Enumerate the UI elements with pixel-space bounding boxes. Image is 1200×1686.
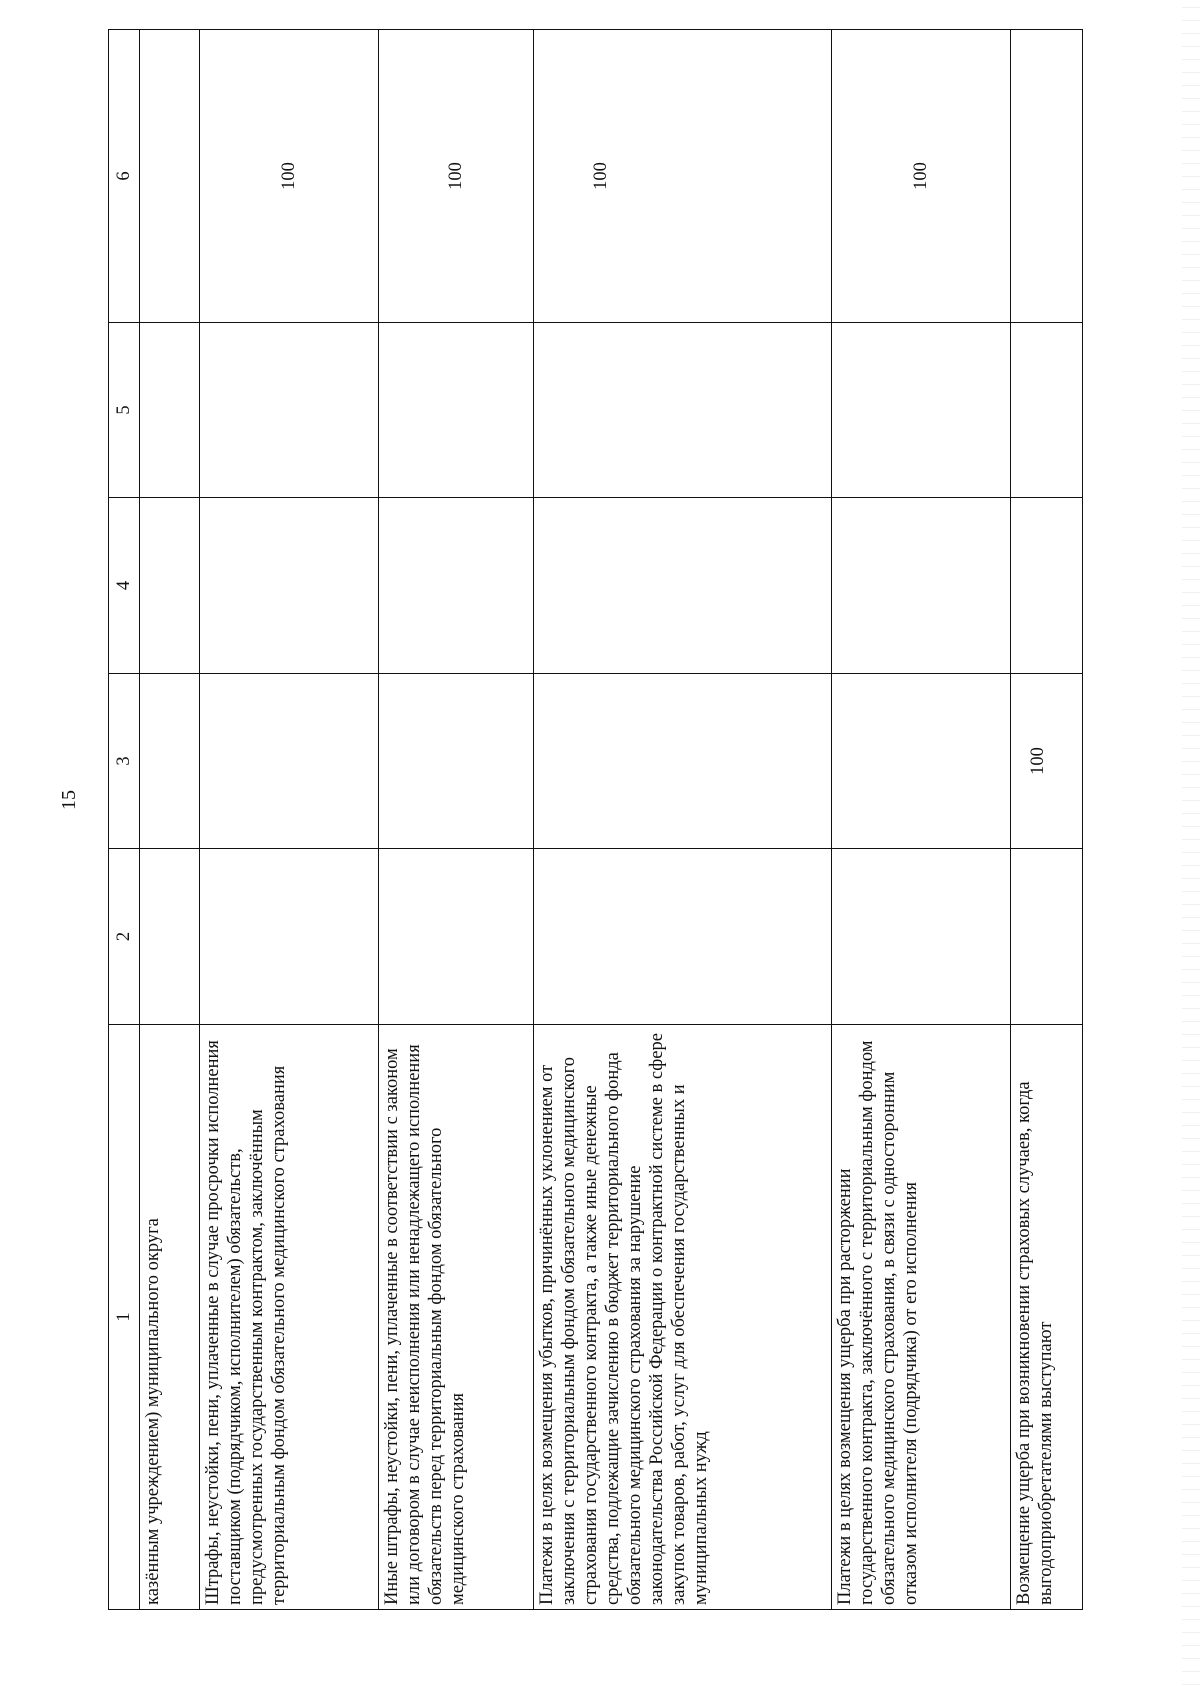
row-4-col3 bbox=[533, 674, 832, 849]
row-6-col5 bbox=[1010, 323, 1082, 498]
row-6-description: Возмещение ущерба при возникновении страховых случаев, когда выгодоприобретателями выступают bbox=[1010, 1025, 1082, 1610]
row-5-description: Платежи в целях возмещения ущерба при расторжении государственного контракта, заключённого с территориальным фондом обязательного медицинского страхования, в связи с односторонним отказом исполнителя (подрядчика) от его исполнения bbox=[832, 1025, 1010, 1610]
row-4-col5 bbox=[533, 323, 832, 498]
row-2-col2 bbox=[200, 849, 378, 1025]
table-row bbox=[200, 30, 378, 1610]
row-1-col3 bbox=[140, 674, 200, 849]
header-col-1: 1 bbox=[109, 1025, 140, 1610]
row-2-col5 bbox=[200, 323, 378, 498]
row-6-col2 bbox=[1010, 849, 1082, 1025]
header-col-6: 6 bbox=[109, 30, 140, 323]
rotated-table-container bbox=[108, 30, 1083, 1610]
table-row bbox=[378, 30, 533, 1610]
table-row bbox=[1010, 30, 1082, 1610]
header-col-4: 4 bbox=[109, 498, 140, 674]
row-1-col6 bbox=[140, 30, 200, 323]
row-3-col6: 100 bbox=[378, 30, 533, 323]
row-1-col5 bbox=[140, 323, 200, 498]
page-number: 15 bbox=[58, 790, 80, 810]
row-4-col4 bbox=[533, 498, 832, 674]
row-5-col3 bbox=[832, 674, 1010, 849]
row-3-col4 bbox=[378, 498, 533, 674]
header-col-2: 2 bbox=[109, 849, 140, 1025]
row-2-col6: 100 bbox=[200, 30, 378, 323]
revenue-table bbox=[108, 29, 1083, 1610]
row-5-col5 bbox=[832, 323, 1010, 498]
row-2-description: Штрафы, неустойки, пени, уплаченные в случае просрочки исполнения поставщиком (подрядчиком, исполнителем) обязательств, предусмотренных государственным контрактом, заключённым территориальным фондом обязательного медицинского страхования bbox=[200, 1025, 378, 1610]
row-1-description: казённым учреждением) муниципального округа bbox=[140, 1025, 200, 1610]
row-2-col3 bbox=[200, 674, 378, 849]
row-5-col2 bbox=[832, 849, 1010, 1025]
row-3-col3 bbox=[378, 674, 533, 849]
row-3-col2 bbox=[378, 849, 533, 1025]
row-4-col6: 100 bbox=[533, 30, 832, 323]
row-3-col5 bbox=[378, 323, 533, 498]
row-2-col4 bbox=[200, 498, 378, 674]
row-4-description: Платежи в целях возмещения убытков, причинённых уклонением от заключения с территориальным фондом обязательного медицинского страхования государственного контракта, а также иные денежные средства, подлежащие зачислению в бюджет территориального фонда обязательного медицинского страхования за нарушение законодательства Российской Федерации о контрактной системе в сфере закупок товаров, работ, услуг для обеспечения государственных и муниципальных нужд bbox=[533, 1025, 832, 1610]
table-row bbox=[533, 30, 832, 1610]
scan-edge-noise bbox=[1182, 0, 1200, 1686]
header-col-5: 5 bbox=[109, 323, 140, 498]
row-6-col6 bbox=[1010, 30, 1082, 323]
header-col-3: 3 bbox=[109, 674, 140, 849]
row-4-col2 bbox=[533, 849, 832, 1025]
row-5-col4 bbox=[832, 498, 1010, 674]
row-6-col4 bbox=[1010, 498, 1082, 674]
row-6-col3: 100 bbox=[1010, 674, 1082, 849]
row-3-description: Иные штрафы, неустойки, пени, уплаченные в соответствии с законом или договором в случае неисполнения или ненадлежащего исполнения обязательств перед территориальным фондом обязательного медицинского страхования bbox=[378, 1025, 533, 1610]
table-row bbox=[832, 30, 1010, 1610]
row-1-col2 bbox=[140, 849, 200, 1025]
header-row bbox=[109, 30, 140, 1610]
row-1-col4 bbox=[140, 498, 200, 674]
row-5-col6: 100 bbox=[832, 30, 1010, 323]
table-row bbox=[140, 30, 200, 1610]
